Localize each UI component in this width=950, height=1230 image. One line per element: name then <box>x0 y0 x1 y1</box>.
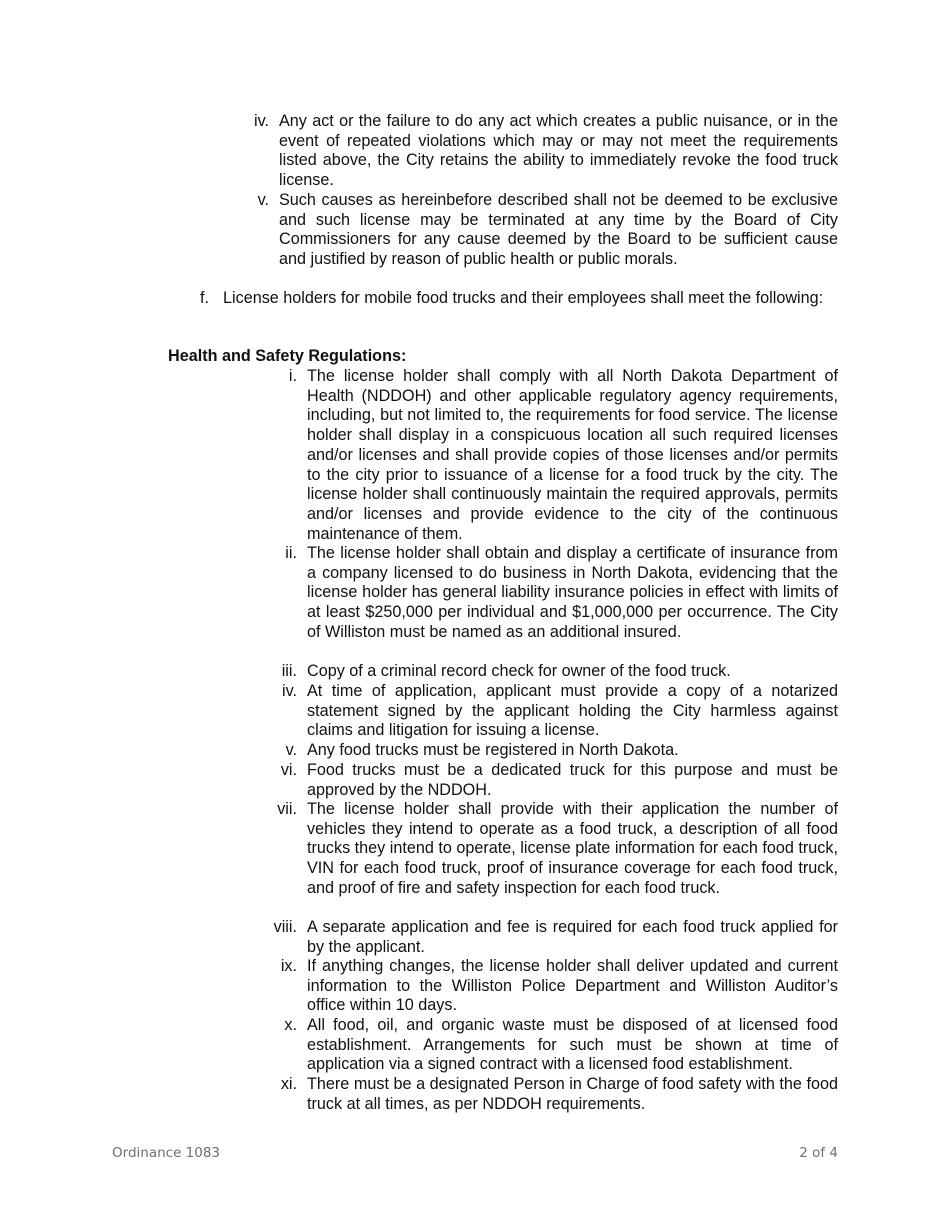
footer-page-number: 2 of 4 <box>799 1145 838 1161</box>
footer-ordinance-label: Ordinance 1083 <box>112 1145 221 1161</box>
list-text: Such causes as hereinbefore described shall not be deemed to be exclusive and such license may be terminated at any time by the Board of City Commissioners for any cause deemed by the Board to be sufficient cause and justified by reason of public health or public morals. <box>279 191 838 269</box>
list-number: v. <box>285 741 297 759</box>
health-item-i <box>288 367 838 544</box>
list-text: There must be a designated Person in Charge of food safety with the food truck at all times, as per NDDOH requirements. <box>307 1075 838 1113</box>
list-number: vi. <box>280 761 297 779</box>
health-item-viii <box>273 918 838 957</box>
health-item-vi <box>280 761 838 800</box>
list-number: vii. <box>277 800 297 818</box>
list-number: xi. <box>280 1075 297 1093</box>
list-text: Any act or the failure to do any act which creates a public nuisance, or in the event of repeated violations which may or may not meet the requirements listed above, the City retains the ability to immediately revoke the food truck license. <box>279 112 838 190</box>
list-number: iii. <box>281 662 297 680</box>
list-text: The license holder shall comply with all North Dakota Department of Health (NDDOH) and other applicable regulatory agency requirements, including, but not limited to, the requirements for food service. The license holder shall display in a conspicuous location all such required licenses and/or licenses and shall provide copies of those licenses and/or permits to the city prior to issuance of a license for a food truck by the city. The license holder shall continuously maintain the required approvals, permits and/or licenses and provide evidence to the city of the continuous maintenance of them. <box>307 367 838 543</box>
section-heading: Health and Safety Regulations: <box>168 347 407 365</box>
health-item-ix <box>280 957 838 1016</box>
list-number: v. <box>257 191 269 209</box>
health-item-xi <box>280 1075 838 1114</box>
list-text: Food trucks must be a dedicated truck for this purpose and must be approved by the NDDOH. <box>307 761 838 799</box>
list-number: i. <box>288 367 297 385</box>
health-item-x <box>284 1016 838 1075</box>
upper-list-item-v <box>257 191 838 270</box>
list-number: ix. <box>280 957 297 975</box>
list-text: License holders for mobile food trucks and their employees shall meet the following: <box>223 289 824 307</box>
list-text: Any food trucks must be registered in North Dakota. <box>307 741 679 759</box>
list-number: iv. <box>254 112 269 130</box>
list-text: A separate application and fee is required for each food truck applied for by the applicant. <box>307 918 838 956</box>
health-item-vii <box>277 800 838 899</box>
list-number: viii. <box>273 918 297 936</box>
health-item-iii <box>281 662 838 682</box>
list-text: The license holder shall provide with their application the number of vehicles they intend to operate as a food truck, a description of all food trucks they intend to operate, license plate information for each food truck, VIN for each food truck, proof of insurance coverage for each food truck, and proof of fire and safety inspection for each food truck. <box>307 800 838 897</box>
list-text: Copy of a criminal record check for owner of the food truck. <box>307 662 731 680</box>
health-item-iv <box>282 682 838 741</box>
item-f <box>200 289 838 309</box>
upper-list-item-iv <box>254 112 838 191</box>
list-text: The license holder shall obtain and display a certificate of insurance from a company licensed to do business in North Dakota, evidencing that the license holder has general liability insurance policies in effect with limits of at least $250,000 per individual and $1,000,000 per occurrence. The City of Williston must be named as an additional insured. <box>307 544 838 641</box>
list-number: f. <box>200 289 209 307</box>
list-number: iv. <box>282 682 297 700</box>
list-text: All food, oil, and organic waste must be disposed of at licensed food establishment. Arrangements for such must be shown at time of application via a signed contract with a licensed food establishment. <box>307 1016 838 1074</box>
list-number: ii. <box>285 544 297 562</box>
list-text: If anything changes, the license holder shall deliver updated and current information to the Williston Police Department and Williston Auditor’s office within 10 days. <box>307 957 838 1015</box>
list-text: At time of application, applicant must provide a copy of a notarized statement signed by the applicant holding the City harmless against claims and litigation for issuing a license. <box>307 682 838 740</box>
list-number: x. <box>284 1016 297 1034</box>
health-item-ii <box>285 544 838 643</box>
health-item-v <box>285 741 838 761</box>
